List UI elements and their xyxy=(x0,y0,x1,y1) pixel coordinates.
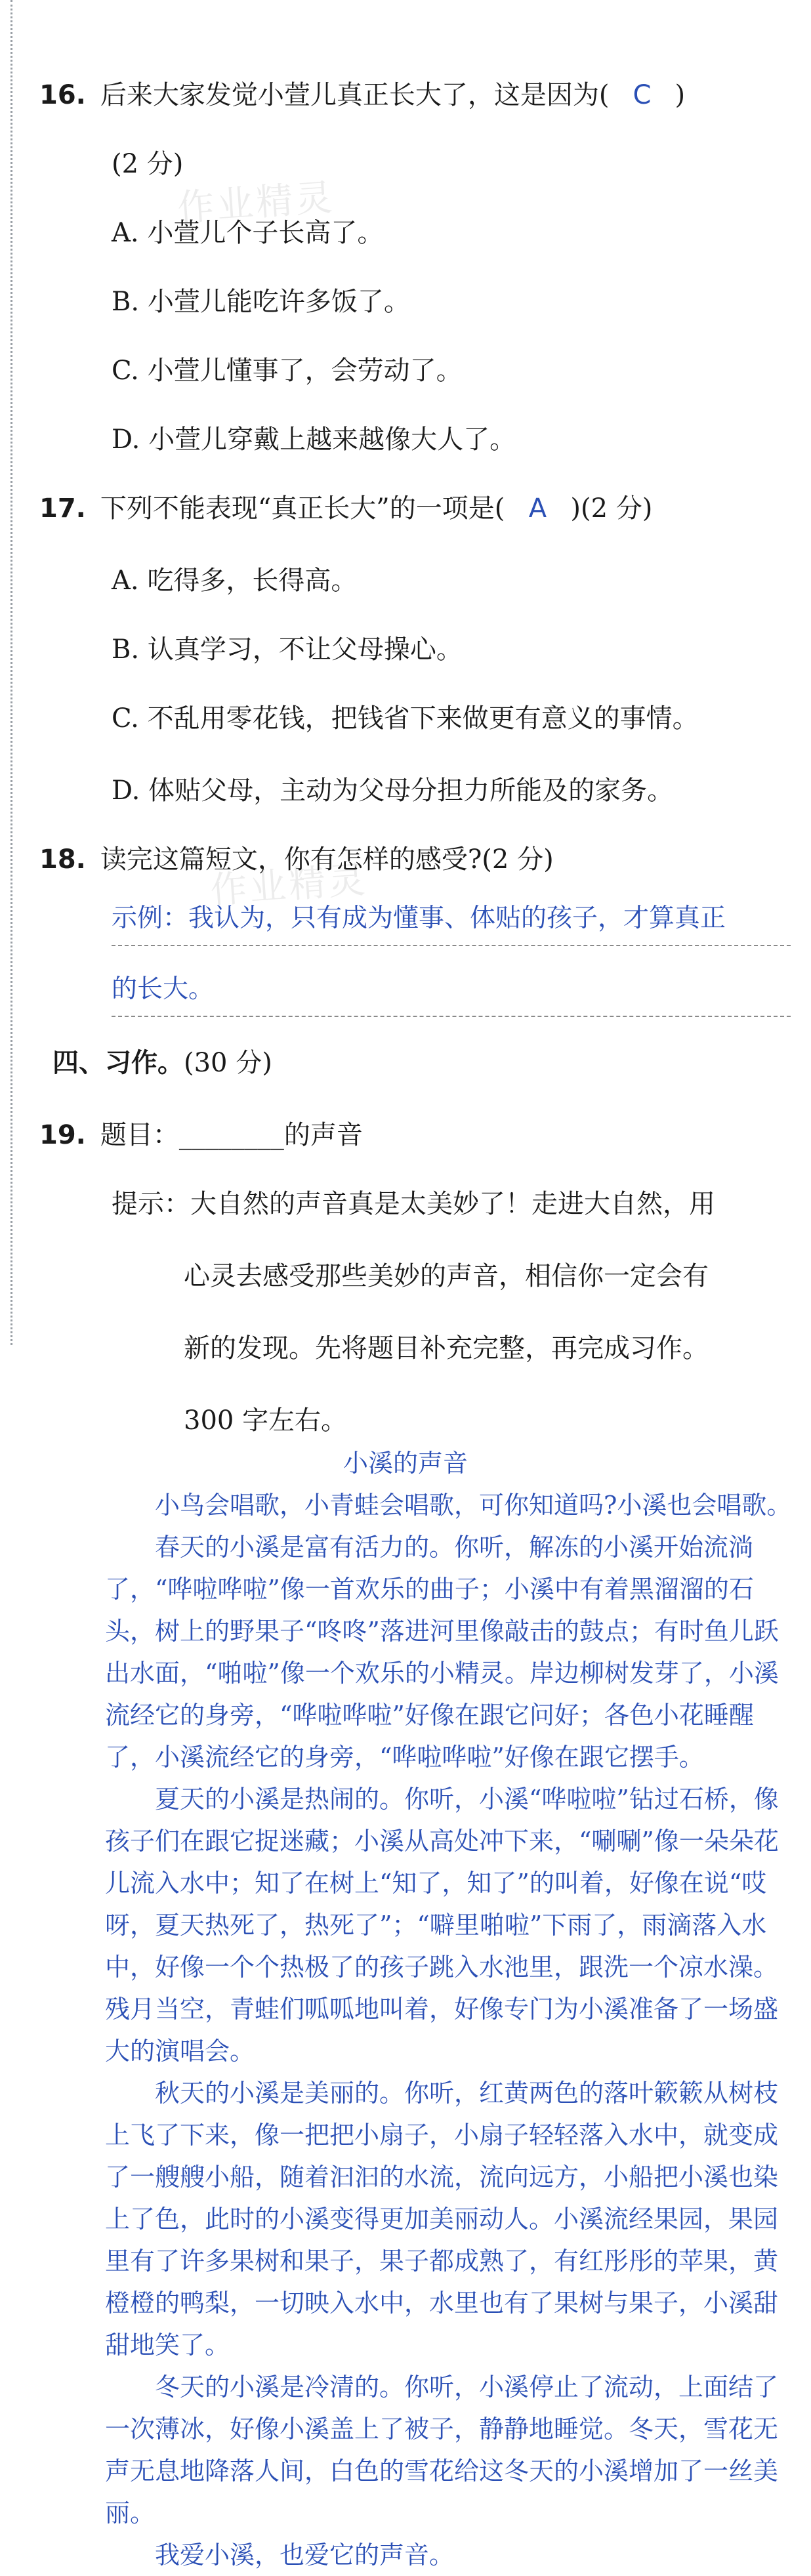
question-16-option-c: C. 小萱儿懂事了，会劳动了。 xyxy=(112,356,463,386)
question-17-option-b: B. 认真学习，不让父母操心。 xyxy=(112,634,463,665)
question-17-option-a: A. 吃得多，长得高。 xyxy=(112,566,358,596)
question-number: 16. xyxy=(39,80,86,110)
essay-paragraph-4: 秋天的小溪是美丽的。你听，红黄两色的落叶簌簌从树枝上飞了下来，像一把把小扇子，小扇子轻轻落入水中，就变成了一艘艘小船，随着汩汩的水流，流向远方，小船把小溪也染上了色，此时的小溪变得更加美丽动人。小溪流经果园，果园里有了许多果树和果子，果子都成熟了，有红彤彤的苹果，黄橙橙的鸭梨，一切映入水中，水里也有了果树与果子，小溪甜甜地笑了。 xyxy=(105,2079,779,2359)
question-16-score: (2 分) xyxy=(112,149,184,179)
margin-dotted-line xyxy=(10,0,12,1345)
question-18-answer-line-2: 的长大。 xyxy=(112,974,215,1004)
question-16-option-a: A. 小萱儿个子长高了。 xyxy=(112,218,384,248)
watermark-2: 作业精灵 xyxy=(209,858,369,913)
section-4-heading: 四、习作。(30 分) xyxy=(52,1048,272,1078)
watermark-1: 作业精灵 xyxy=(176,176,337,230)
question-16-answer: C xyxy=(633,80,652,110)
question-16-option-d: D. 小萱儿穿戴上越来越像大人了。 xyxy=(112,425,516,455)
essay-paragraph-6: 我爱小溪，也爱它的声音。 xyxy=(155,2541,455,2569)
essay-paragraph-1: 小鸟会唱歌，小青蛙会唱歌，可你知道吗?小溪也会唱歌。 xyxy=(155,1491,792,1520)
question-17-option-c: C. 不乱用零花钱，把钱省下来做更有意义的事情。 xyxy=(112,703,699,734)
essay-paragraph-2: 春天的小溪是富有活力的。你听，解冻的小溪开始流淌了，“哗啦哗啦”像一首欢乐的曲子；小溪中有着黑溜溜的石头，树上的野果子“咚咚”落进河里像敲击的鼓点；有时鱼儿跃出水面，“啪啦”像一个欢乐的小精灵。岸边柳树发芽了，小溪流经它的身旁，“哗啦哗啦”好像在跟它问好；各色小花睡醒了，小溪流经它的身旁，“哗啦哗啦”好像在跟它摆手。 xyxy=(105,1533,779,1772)
question-17-stem: 17. 下列不能表现“真正长大”的一项是( A )(2 分) xyxy=(39,489,652,528)
question-number: 18. xyxy=(39,844,86,875)
question-17-option-d: D. 体贴父母，主动为父母分担力所能及的家务。 xyxy=(112,776,674,806)
question-number: 19. xyxy=(39,1120,86,1150)
question-19-hint-line-2: 心灵去感受那些美妙的声音，相信你一定会有 xyxy=(184,1261,709,1291)
essay-title: 小溪的声音 xyxy=(343,1449,468,1478)
question-number: 17. xyxy=(39,493,86,524)
essay-body xyxy=(105,1484,801,2576)
question-16-stem: 16. 后来大家发觉小萱儿真正长大了，这是因为( C ) xyxy=(39,75,685,115)
question-18-stem: 18. 读完这篇短文，你有怎样的感受?(2 分) xyxy=(39,844,554,875)
answer-rule-2 xyxy=(112,1016,791,1017)
question-16-option-b: B. 小萱儿能吃许多饭了。 xyxy=(112,287,410,317)
question-19-hint-line-3: 新的发现。先将题目补充完整，再完成习作。 xyxy=(184,1333,709,1363)
essay-paragraph-3: 夏天的小溪是热闹的。你听，小溪“哗啦啦”钻过石桥，像孩子们在跟它捉迷藏；小溪从高处冲下来，“唰唰”像一朵朵花儿流入水中；知了在树上“知了，知了”的叫着，好像在说“哎呀，夏天热死了，热死了”；“噼里啪啦”下雨了，雨滴落入水中，好像一个个热极了的孩子跳入水池里，跟洗一个凉水澡。残月当空，青蛙们呱呱地叫着，好像专门为小溪准备了一场盛大的演唱会。 xyxy=(105,1785,779,2066)
question-18-answer-line-1: 示例：我认为，只有成为懂事、体贴的孩子，才算真正 xyxy=(112,904,726,933)
question-19-hint-line-1: 提示：大自然的声音真是太美妙了！走进大自然，用 xyxy=(112,1189,715,1219)
question-19-stem: 19. 题目：________的声音 xyxy=(39,1120,363,1150)
question-17-answer: A xyxy=(528,493,547,524)
essay-paragraph-5: 冬天的小溪是冷清的。你听，小溪停止了流动，上面结了一次薄冰，好像小溪盖上了被子，静静地睡觉。冬天，雪花无声无息地降落人间，白色的雪花给这冬天的小溪增加了一丝美丽。 xyxy=(105,2373,779,2527)
answer-rule-1 xyxy=(112,945,791,946)
question-19-hint-line-4: 300 字左右。 xyxy=(184,1405,348,1436)
